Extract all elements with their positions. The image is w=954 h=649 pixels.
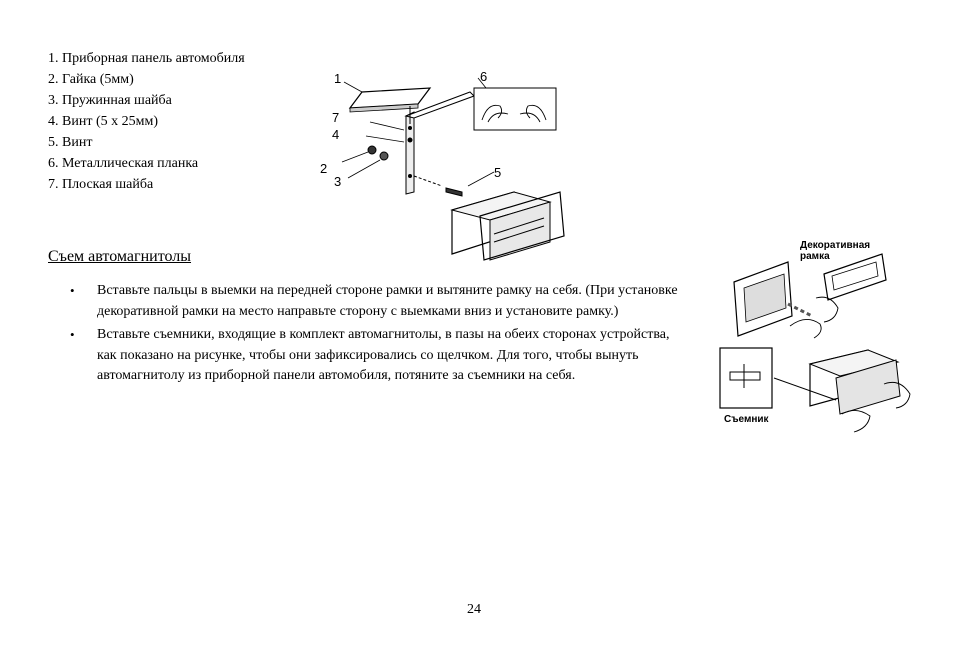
parts-list-item: 1. Приборная панель автомобиля [48,51,245,66]
bullet-marker: • [70,283,75,298]
instruction-item [70,281,690,322]
instruction-list [70,281,690,390]
instruction-item [70,325,690,387]
instruction-text: Вставьте пальцы в выемки на передней стороне рамки и вытяните рамку на себя. (При установке декоративной рамки на место направьте сторону с выемками вниз и установите рамку.) [97,283,678,319]
diagram-label-2: 2 [320,161,328,176]
diagram-label-5: 5 [494,165,502,180]
installation-diagram [318,66,573,266]
parts-list-item: 2. Гайка (5мм) [48,72,134,87]
parts-list-item: 3. Пружинная шайба [48,93,172,108]
parts-list-item: 7. Плоская шайба [48,177,154,192]
diagram-label-4: 4 [332,127,340,142]
decor-frame-label-line1: Декоративная [800,240,871,251]
section-title: Съем автомагнитолы [48,248,192,265]
parts-list-item: 5. Винт [48,135,93,150]
diagram-label-7: 7 [332,110,340,125]
diagram-label-3: 3 [334,174,342,189]
page-number: 24 [467,602,481,617]
remover-label: Съемник [724,414,769,425]
parts-list-item: 6. Металлическая планка [48,156,199,171]
parts-list-item: 4. Винт (5 х 25мм) [48,114,158,129]
parts-list [48,48,245,195]
bullet-marker: • [70,327,75,342]
remover-diagram [718,344,920,434]
decor-frame-label-line2: рамка [800,251,830,262]
diagram-label-6: 6 [480,69,488,84]
diagram-label-1: 1 [334,71,342,86]
frame-removal-diagram [728,234,898,344]
instruction-text: Вставьте съемники, входящие в комплект автомагнитолы, в пазы на обеих сторонах устройства, как показано на рисунке, чтобы они зафиксировались со щелчком. Для того, чтобы вынуть автомагнитолу из приборной панели автомобиля, потяните за съемники на себя. [97,327,670,383]
